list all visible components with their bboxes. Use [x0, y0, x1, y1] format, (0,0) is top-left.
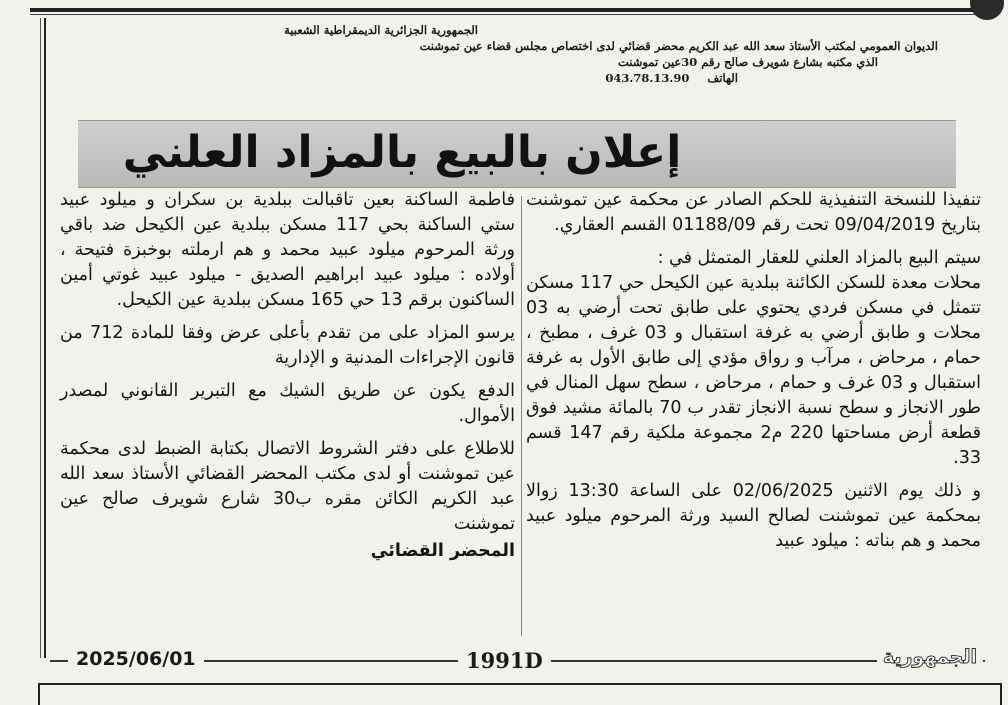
contact-paragraph: للاطلاع على دفتر الشروط الاتصال بكتابة الضبط لدى محكمة عين تموشنت أو لدى مكتب المحضر القضائي الأستاذ سعد الله عبد الكريم الكائن مقره ب30 شارع شويرف صالح عين تموشنت: [60, 439, 515, 534]
auction-date-paragraph: و ذلك يوم الاثنين 02/06/2025 على الساعة 13:30 زوالا بمحكمة عين تموشنت لصالح السيد ورثة المرحوم ميلود عبيد محمد و هم بناته : ميلود عبيد: [526, 481, 981, 551]
header-phone-row: [60, 70, 738, 86]
bailiff-signature: المحضر القضائي: [370, 541, 515, 561]
parties-paragraph: فاطمة الساكنة بعين تاقبالت ببلدية بن سكران و ميلود عبيد ستي الساكنة بحي 117 مسكن ببلدية عين الكيحل ضد باقي ورثة المرحوم ميلود عبيد محمد و هم ارملته بوخبزة فتيحة ، أولاده : ميلود عبيد ابراهيم الصديق - ميلود عبيد غوتي أمين الساكنون برقم 13 حي 165 مسكن ببلدية عين الكيحل.: [60, 190, 515, 310]
left-border-thin: [40, 18, 41, 658]
property-description: محلات معدة للسكن الكائنة ببلدية عين الكيحل حي 117 مسكن تتمثل في مسكن فردي يحتوي على طابق تحت أرضي به 03 محلات و طابق أرضي به غرفة استقبال و 03 غرف ، مطبخ ، حمام ، مرحاض ، مرآب و رواق مؤدي إلى طابق الأول به غرفة استقبال و 03 غرف و حمام ، مرحاض ، سطح سهل المنال في طور الانجاز و سطح نسبة الانجاز تقدر ب 70 بالمائة مشيد فوق قطعة أرض مساحتها 220 م2 مجموعة ملكية رقم 147 قسم 33.: [526, 273, 981, 468]
bid-rule-paragraph: يرسو المزاد على من تقدم بأعلى عرض وفقا للمادة 712 من قانون الإجراءات المدنية و الإدارية: [60, 323, 515, 368]
sale-intro-paragraph: سيتم البيع بالمزاد العلني للعقار المتمثل في :: [657, 248, 981, 268]
header-office: الديوان العمومي لمكتب الأستاذ سعد الله عبد الكريم محضر قضائي لدى اختصاص مجلس قضاء عين تموشنت: [419, 39, 938, 53]
next-notice-frame: [38, 683, 1002, 705]
phone-number: 043.78.13.90: [605, 71, 690, 85]
newspaper-logo: الجمهورية: [877, 646, 983, 668]
top-rule-thin: [30, 14, 980, 15]
notice-title: إعلان بالبيع بالمزاد العلني: [122, 127, 682, 178]
top-rule: [30, 8, 980, 12]
notice-header: [60, 22, 968, 86]
publication-date: 2025/06/01: [68, 648, 204, 670]
column-divider: [521, 196, 522, 636]
page-footer: [44, 644, 989, 678]
issue-number: 1991D: [458, 648, 551, 673]
execution-paragraph: تنفيذا للنسخة التنفيذية للحكم الصادر عن محكمة عين تموشنت بتاريخ 09/04/2019 تحت رقم 01188/09 القسم العقاري.: [526, 190, 981, 235]
phone-label: الهاتف: [707, 71, 738, 85]
left-column: [60, 188, 515, 564]
left-border: [44, 18, 46, 658]
right-column: [526, 188, 981, 554]
payment-paragraph: الدفع يكون عن طريق الشيك مع التبرير القانوني لمصدر الأموال.: [60, 381, 515, 426]
header-address: الذي مكتبه بشارع شويرف صالح رقم 30عين تموشنت: [618, 55, 878, 69]
header-republic: الجمهورية الجزائرية الديمقراطية الشعبية: [284, 23, 478, 37]
corner-stamp-mark: [970, 0, 1004, 20]
